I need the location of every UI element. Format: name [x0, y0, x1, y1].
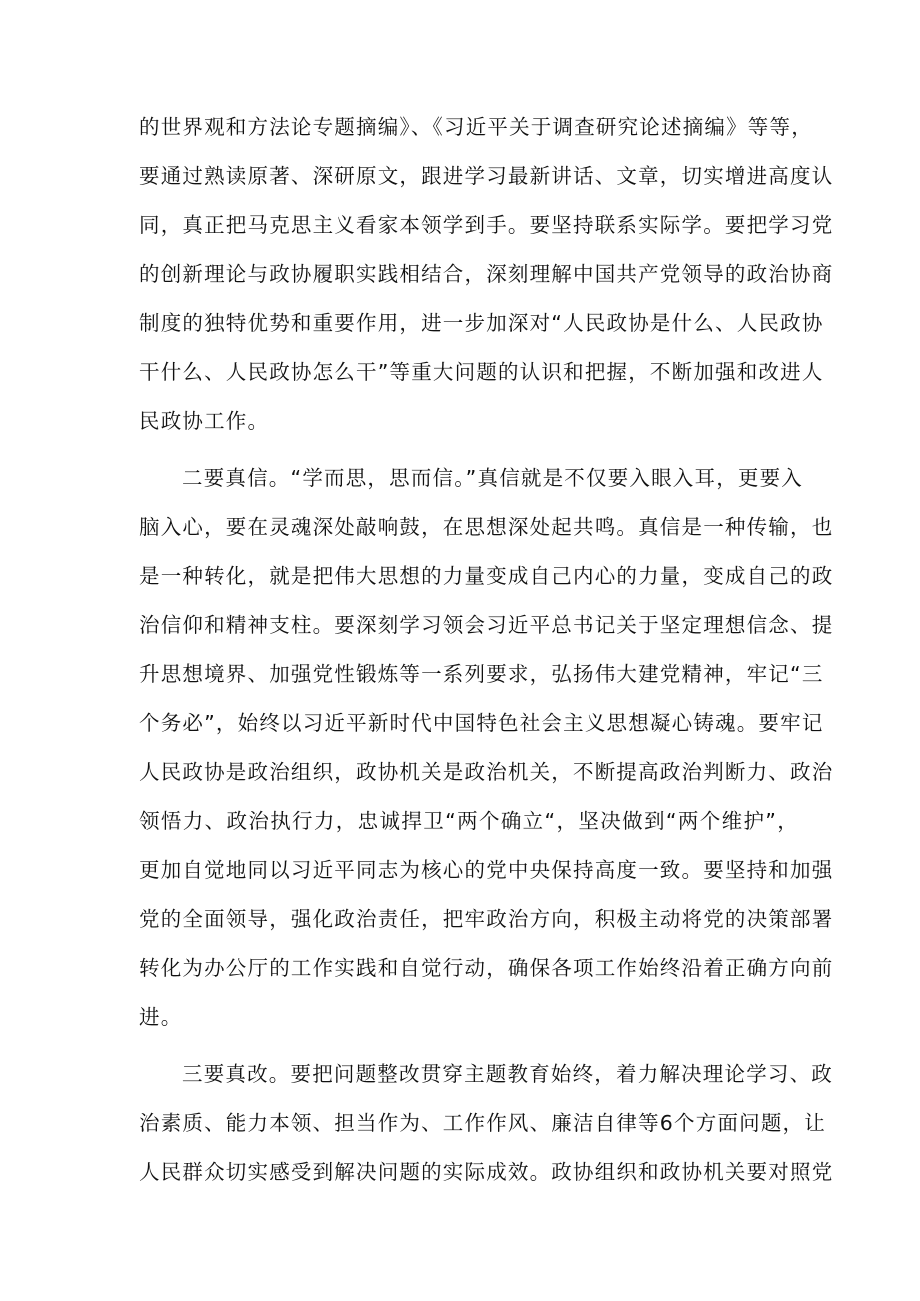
text-line: 领悟力、政治执行力，忠诚捍卫“两个确立“，坚决做到“两个维护”，	[139, 809, 799, 833]
text-line: 转化为办公厅的工作实践和自觉行动，确保各项工作始终沿着正确方向前	[139, 956, 834, 980]
text-line: 要通过熟读原著、深研原文，跟进学习最新讲话、文章，切实增进高度认	[139, 164, 834, 188]
text-line: 个务必”，始终以习近平新时代中国特色社会主义思想凝心铸魂。要牢记	[139, 711, 824, 735]
text-line: 是一种转化，就是把伟大思想的力量变成自己内心的力量，变成自己的政	[139, 564, 834, 588]
text-line: 治信仰和精神支柱。要深刻学习领会习近平总书记关于坚定理想信念、提	[139, 613, 834, 637]
text-line: 升思想境界、加强党性锻炼等一系列要求，弘扬伟大建党精神，牢记“三	[139, 662, 824, 686]
text-line: 党的全面领导，强化政治责任，把牢政治方向，积极主动将党的决策部署	[139, 907, 834, 931]
text-line: 人民政协是政治组织，政协机关是政治机关，不断提高政治判断力、政治	[139, 760, 834, 784]
text-line: 的世界观和方法论专题摘编》、《习近平关于调查研究论述摘编》等等，	[139, 115, 813, 139]
text-line: 制度的独特优势和重要作用，进一步加深对“人民政协是什么、人民政协	[139, 311, 824, 335]
text-line: 的创新理论与政协履职实践相结合，深刻理解中国共产党领导的政治协商	[139, 262, 834, 286]
text-line: 脑入心，要在灵魂深处敲响鼓，在思想深处起共鸣。真信是一种传输，也	[139, 515, 834, 539]
text-line: 同，真正把马克思主义看家本领学到手。要坚持联系实际学。要把学习党	[139, 213, 834, 237]
paragraph-first-line: 二要真信。“学而思，思而信。”真信就是不仅要入眼入耳，更要入	[182, 466, 803, 490]
text-line-last: 进。	[139, 1005, 183, 1029]
text-line: 治素质、能力本领、担当作为、工作作风、廉洁自律等6个方面问题，让	[139, 1111, 826, 1135]
text-line: 人民群众切实感受到解决问题的实际成效。政协组织和政协机关要对照党	[139, 1160, 834, 1184]
text-line: 干什么、人民政协怎么干”等重大问题的认识和把握，不断加强和改进人	[139, 360, 824, 384]
text-line-last: 民政协工作。	[139, 409, 270, 433]
paragraph-first-line: 三要真改。要把问题整改贯穿主题教育始终，着力解决理论学习、政	[182, 1062, 833, 1086]
text-line: 更加自觉地同以习近平同志为核心的党中央保持高度一致。要坚持和加强	[139, 858, 834, 882]
